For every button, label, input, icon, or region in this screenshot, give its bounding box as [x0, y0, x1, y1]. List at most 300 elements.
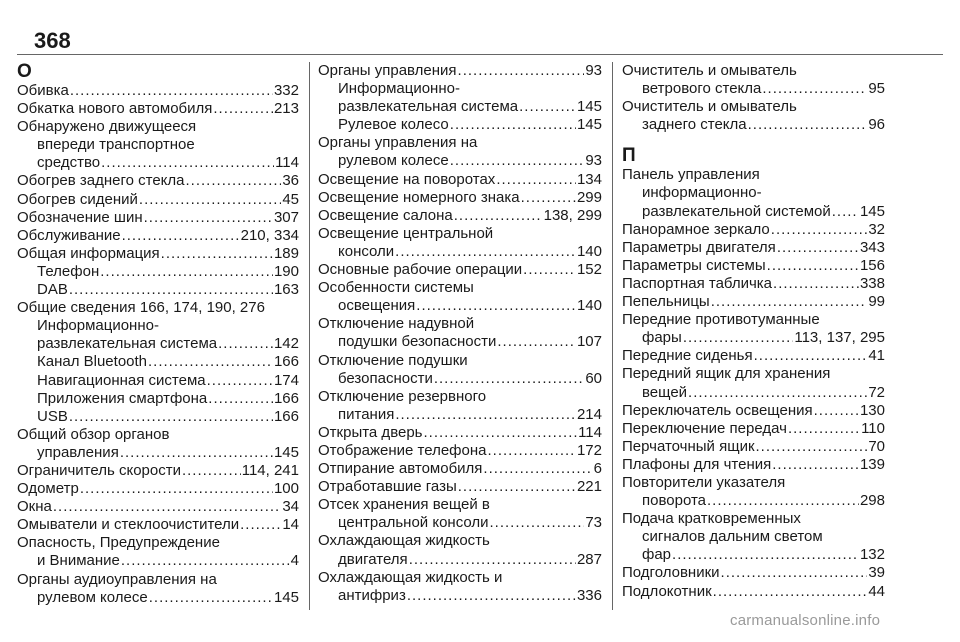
dot-leader [149, 589, 273, 607]
index-subentry [17, 335, 299, 353]
entry-term: USB [37, 407, 68, 425]
index-entry [622, 293, 885, 311]
entry-page-ref[interactable]: 114 [275, 154, 299, 172]
index-entry [622, 365, 885, 383]
entry-term: Освещение салона [318, 206, 453, 224]
index-subentry [318, 116, 602, 134]
index-subentry [17, 154, 299, 172]
index-entry [17, 245, 299, 263]
entry-term: информационно- [642, 184, 762, 202]
dot-leader [458, 62, 585, 80]
index-subentry [17, 390, 299, 408]
dot-leader [454, 207, 543, 225]
entry-page-ref[interactable]: 166 [273, 353, 299, 371]
index-entry [622, 438, 885, 456]
entry-term: Телефон [37, 262, 100, 280]
entry-term: Канал Bluetooth [37, 353, 148, 371]
entry-page-ref[interactable]: 145 [859, 202, 885, 220]
column-separator [612, 62, 613, 610]
entry-page-ref[interactable]: 332 [273, 82, 299, 99]
entry-page-ref[interactable]: 70 [868, 437, 885, 455]
entry-page-ref[interactable]: 140 [576, 297, 602, 315]
entry-page-ref[interactable]: 114, 241 [241, 461, 299, 479]
entry-page-ref[interactable]: 172 [576, 441, 602, 459]
entry-term: Очиститель и омыватель [622, 62, 797, 79]
section-gap [622, 134, 885, 146]
entry-term: консоли [338, 242, 395, 260]
entry-term: Охлаждающая жидкость и [318, 568, 503, 586]
entry-term: развлекательной системой [642, 202, 831, 220]
dot-leader [122, 227, 240, 245]
dot-leader [814, 402, 859, 420]
index-entry [17, 462, 299, 480]
dot-leader [771, 221, 868, 239]
entry-term: Органы управления на [318, 134, 478, 152]
index-column-1 [17, 62, 299, 618]
index-subentry [17, 281, 299, 299]
index-subentry [17, 317, 299, 335]
entry-page-ref[interactable]: 100 [273, 480, 299, 498]
entry-term: питания [338, 405, 395, 423]
dot-leader [395, 406, 576, 424]
entry-page-ref[interactable]: 138, 299 [543, 206, 602, 224]
entry-page-ref[interactable]: 114 [578, 423, 602, 441]
entry-page-ref[interactable]: 213 [273, 100, 299, 118]
index-entry [318, 460, 602, 478]
dot-leader [777, 239, 859, 257]
header-rule [17, 54, 943, 55]
dot-leader [240, 516, 281, 534]
index-subentry [318, 98, 602, 116]
entry-term: Обкатка нового автомобиля [17, 100, 213, 118]
entry-page-ref[interactable]: 34 [282, 498, 299, 516]
index-subentry [17, 353, 299, 371]
entry-page-ref[interactable]: 221 [576, 478, 602, 496]
dot-leader [101, 154, 274, 172]
dot-leader [144, 209, 273, 227]
entry-term: Подголовники [622, 564, 720, 582]
entry-page-ref[interactable]: 6 [593, 460, 602, 478]
index-subentry [622, 528, 885, 546]
index-entry [318, 569, 602, 587]
dot-leader [458, 478, 576, 496]
entry-term: Особенности системы [318, 279, 474, 297]
dot-leader [120, 444, 273, 462]
index-entry [622, 420, 885, 438]
entry-page-ref[interactable]: 336 [576, 586, 602, 604]
dot-leader [424, 424, 578, 442]
entry-page-ref[interactable]: 44 [868, 582, 885, 600]
entry-term: Плафоны для чтения [622, 455, 772, 473]
dot-leader [161, 245, 273, 263]
index-entry [318, 134, 602, 152]
entry-term: Рулевое колесо [338, 116, 449, 134]
entry-term: поворота [642, 492, 707, 510]
dot-leader [208, 390, 273, 408]
dot-leader [832, 203, 859, 221]
entry-term: рулевом колесе [37, 588, 148, 606]
index-entry [318, 388, 602, 406]
index-entry [622, 402, 885, 420]
index-subentry [17, 408, 299, 426]
entry-term: Отсек хранения вещей в [318, 496, 490, 514]
dot-leader [80, 480, 273, 498]
dot-leader [683, 329, 794, 347]
entry-term: Одометр [17, 480, 79, 498]
entry-term: рулевом колесе [338, 152, 449, 170]
dot-leader [707, 492, 859, 510]
entry-term: Органы аудиоуправления на [17, 570, 217, 588]
dot-leader [721, 564, 868, 582]
dot-leader [148, 353, 273, 371]
index-entry [17, 571, 299, 589]
entry-page-ref[interactable]: 36 [282, 172, 299, 190]
index-subentry [318, 80, 602, 98]
dot-leader [772, 456, 859, 474]
index-entry [622, 62, 885, 80]
entry-term: Отпирание автомобиля [318, 460, 483, 478]
entry-term: Обозначение шин [17, 208, 143, 226]
dot-leader [773, 275, 859, 293]
entry-term: управления [37, 443, 119, 461]
entry-term: Освещение на поворотах [318, 170, 496, 188]
index-entry [622, 239, 885, 257]
index-entry [318, 207, 602, 225]
entry-page-ref[interactable]: 156 [859, 256, 885, 274]
entry-page-ref[interactable]: 14 [282, 516, 299, 534]
entry-term: развлекательная система [338, 98, 519, 116]
entry-page-ref[interactable]: 93 [585, 62, 602, 79]
entry-page-ref[interactable]: 93 [585, 152, 602, 170]
entry-page-ref[interactable]: 145 [273, 443, 299, 461]
entry-page-ref[interactable]: 343 [859, 238, 885, 256]
entry-page-ref[interactable]: 132 [859, 546, 885, 564]
index-subentry [17, 263, 299, 281]
entry-term: Очиститель и омыватель [622, 98, 797, 116]
index-subentry [318, 297, 602, 315]
index-entry [622, 221, 885, 239]
index-subentry [318, 406, 602, 424]
dot-leader [207, 372, 273, 390]
entry-term: фары [642, 329, 682, 347]
index-entry [318, 171, 602, 189]
dot-leader [69, 408, 273, 426]
entry-page-ref[interactable]: 39 [868, 564, 885, 582]
index-entry [622, 474, 885, 492]
entry-term: Отображение телефона [318, 441, 487, 459]
entry-page-ref[interactable]: 338 [859, 274, 885, 292]
entry-term: Обивка [17, 82, 69, 99]
entry-page-ref[interactable]: 142 [273, 335, 299, 353]
entry-page-ref[interactable]: 307 [273, 208, 299, 226]
dot-leader [756, 438, 868, 456]
index-entry [17, 516, 299, 534]
entry-term: Освещение номерного знака [318, 188, 520, 206]
entry-term: Органы управления [318, 62, 457, 79]
dot-leader [434, 370, 584, 388]
entry-page-ref[interactable]: 134 [576, 170, 602, 188]
entry-term: Окна [17, 498, 52, 516]
index-entry [622, 564, 885, 582]
entry-term: Обогрев заднего стекла [17, 172, 185, 190]
index-entry [318, 189, 602, 207]
entry-page-ref[interactable]: 96 [868, 116, 885, 134]
entry-term: Общие сведения 166, 174, 190, 276 [17, 299, 265, 317]
entry-term: впереди транспортное [37, 136, 195, 154]
dot-leader [711, 293, 868, 311]
entry-page-ref[interactable]: 60 [585, 369, 602, 387]
entry-term: безопасности [338, 369, 433, 387]
index-entry [17, 172, 299, 190]
index-subentry [318, 333, 602, 351]
entry-term: Открыта дверь [318, 423, 423, 441]
dot-leader [409, 551, 576, 569]
index-entry [17, 498, 299, 516]
entry-term: Параметры системы [622, 256, 766, 274]
dot-leader [218, 335, 273, 353]
entry-term: и Внимание [37, 552, 120, 570]
entry-term: Повторители указателя [622, 473, 786, 491]
index-entry [17, 100, 299, 118]
entry-term: Охлаждающая жидкость [318, 532, 490, 550]
entry-page-ref[interactable]: 298 [859, 492, 885, 510]
entry-term: Информационно- [338, 80, 460, 98]
entry-term: Информационно- [37, 317, 159, 335]
entry-page-ref[interactable]: 287 [576, 550, 602, 568]
index-entry [318, 352, 602, 370]
entry-term: освещения [338, 297, 416, 315]
index-entry [622, 275, 885, 293]
entry-term: сигналов дальним светом [642, 528, 823, 546]
dot-leader [213, 100, 273, 118]
entry-page-ref[interactable]: 99 [868, 293, 885, 311]
index-subentry [622, 116, 885, 134]
entry-term: двигателя [338, 550, 408, 568]
entry-term: Панорамное зеркало [622, 220, 770, 238]
entry-page-ref[interactable]: 139 [859, 455, 885, 473]
dot-leader [497, 333, 576, 351]
page-number: 368 [34, 28, 71, 53]
entry-page-ref[interactable]: 163 [273, 281, 299, 299]
index-section-letter: П [622, 145, 636, 167]
index-entry [318, 532, 602, 550]
dot-leader [688, 384, 867, 402]
entry-term: подушки безопасности [338, 333, 497, 351]
index-subentry [17, 589, 299, 607]
index-entry [17, 534, 299, 552]
index-entry [17, 209, 299, 227]
index-section-letter: О [17, 61, 32, 82]
entry-term: Подлокотник [622, 582, 712, 600]
entry-page-ref[interactable]: 72 [868, 383, 885, 401]
dot-leader [754, 347, 868, 365]
dot-leader [748, 116, 868, 134]
entry-term: ветрового стекла [642, 80, 762, 98]
entry-term: Подача кратковременных [622, 510, 801, 528]
index-entry [318, 424, 602, 442]
entry-page-ref[interactable]: 130 [859, 401, 885, 419]
dot-leader [53, 498, 281, 516]
entry-term: Отключение подушки [318, 351, 468, 369]
index-entry [622, 311, 885, 329]
dot-leader [483, 460, 592, 478]
index-subentry [622, 384, 885, 402]
index-entry [622, 583, 885, 601]
index-subentry [318, 514, 602, 532]
entry-term: Обогрев сидений [17, 190, 138, 208]
entry-term: Паспортная табличка [622, 274, 773, 292]
entry-term: Приложения смартфона [37, 389, 208, 407]
index-entry [318, 478, 602, 496]
index-entry [318, 315, 602, 333]
index-entry [318, 279, 602, 297]
index-entry [318, 225, 602, 243]
entry-term: Навигационная система [37, 371, 206, 389]
index-entry [17, 118, 299, 136]
entry-term: Панель управления [622, 166, 760, 184]
dot-leader [496, 171, 576, 189]
entry-page-ref[interactable]: 4 [290, 552, 299, 570]
entry-page-ref[interactable]: 145 [576, 116, 602, 134]
entry-term: Общая информация [17, 244, 160, 262]
entry-page-ref[interactable]: 166 [273, 389, 299, 407]
entry-page-ref[interactable]: 210, 334 [240, 226, 299, 244]
entry-page-ref[interactable]: 174 [273, 371, 299, 389]
index-subentry [622, 203, 885, 221]
index-entry [318, 496, 602, 514]
dot-leader [186, 172, 282, 190]
entry-term: антифриз [338, 586, 406, 604]
entry-term: Обнаружено движущееся [17, 118, 197, 136]
entry-term: Общий обзор органов [17, 425, 170, 443]
entry-page-ref[interactable]: 145 [576, 98, 602, 116]
entry-term: Пепельницы [622, 293, 710, 311]
entry-term: Отключение надувной [318, 315, 475, 333]
entry-term: Передний ящик для хранения [622, 365, 831, 383]
index-entry [318, 261, 602, 279]
entry-page-ref[interactable]: 189 [273, 244, 299, 262]
entry-term: DAB [37, 281, 68, 299]
index-entry [622, 166, 885, 184]
index-subentry [622, 546, 885, 564]
index-entry [318, 62, 602, 80]
entry-page-ref[interactable]: 166 [273, 407, 299, 425]
entry-term: Ограничитель скорости [17, 461, 181, 479]
dot-leader [182, 462, 241, 480]
entry-page-ref[interactable]: 152 [576, 261, 602, 279]
dot-leader [395, 243, 576, 261]
entry-term: заднего стекла [642, 116, 747, 134]
dot-leader [788, 420, 860, 438]
index-subentry [318, 152, 602, 170]
entry-page-ref[interactable]: 299 [576, 188, 602, 206]
entry-page-ref[interactable]: 32 [868, 220, 885, 238]
entry-term: Передние сиденья [622, 347, 753, 365]
entry-term: Основные рабочие операции [318, 261, 523, 279]
dot-leader [70, 82, 273, 100]
index-entry [622, 510, 885, 528]
index-entry [622, 456, 885, 474]
entry-term: Передние противотуманные [622, 311, 820, 329]
entry-term: Омыватели и стеклоочистители [17, 516, 240, 534]
dot-leader [100, 263, 273, 281]
dot-leader [450, 152, 585, 170]
entry-page-ref[interactable]: 214 [576, 405, 602, 423]
dot-leader [490, 514, 585, 532]
dot-leader [521, 189, 576, 207]
index-entry [17, 426, 299, 444]
entry-page-ref[interactable]: 190 [273, 262, 299, 280]
index-subentry [318, 243, 602, 261]
dot-leader [416, 297, 576, 315]
dot-leader [523, 261, 576, 279]
entry-term: Отключение резервного [318, 387, 487, 405]
entry-term: Переключение передач [622, 419, 787, 437]
entry-page-ref[interactable]: 73 [585, 514, 602, 532]
dot-leader [450, 116, 576, 134]
entry-page-ref[interactable]: 95 [868, 80, 885, 98]
entry-term: Переключатель освещения [622, 401, 813, 419]
entry-term: Опасность, Предупреждение [17, 534, 220, 552]
dot-leader [762, 80, 867, 98]
entry-term: Параметры двигателя [622, 238, 776, 256]
index-subentry [622, 80, 885, 98]
entry-page-ref[interactable]: 110 [861, 419, 885, 437]
index-column-3 [622, 62, 885, 618]
index-subentry [17, 444, 299, 462]
index-entry [622, 257, 885, 275]
entry-term: Отработавшие газы [318, 478, 457, 496]
entry-term: Перчаточный ящик [622, 437, 755, 455]
index-column-2 [318, 62, 602, 618]
index-subentry [17, 136, 299, 154]
index-subentry [318, 587, 602, 605]
dot-leader [121, 552, 290, 570]
index-subentry [622, 184, 885, 202]
entry-page-ref[interactable]: 107 [576, 333, 602, 351]
entry-term: развлекательная система [37, 335, 218, 353]
entry-page-ref[interactable]: 113, 137, 295 [794, 329, 885, 347]
index-entry [17, 191, 299, 209]
column-separator [309, 62, 310, 610]
entry-term: средство [37, 154, 101, 172]
dot-leader [139, 191, 281, 209]
entry-page-ref[interactable]: 145 [273, 588, 299, 606]
index-entry [318, 442, 602, 460]
entry-page-ref[interactable]: 140 [576, 242, 602, 260]
index-entry [17, 480, 299, 498]
dot-leader [488, 442, 576, 460]
index-entry [17, 299, 299, 317]
entry-term: центральной консоли [338, 514, 489, 532]
entry-term: вещей [642, 383, 688, 401]
index-subentry [17, 552, 299, 570]
index-entry [622, 98, 885, 116]
index-entry [622, 347, 885, 365]
dot-leader [407, 587, 576, 605]
entry-page-ref[interactable]: 45 [282, 190, 299, 208]
dot-leader [69, 281, 273, 299]
entry-page-ref[interactable]: 41 [868, 347, 885, 365]
dot-leader [519, 98, 576, 116]
dot-leader [672, 546, 859, 564]
dot-leader [713, 583, 868, 601]
watermark: carmanualsonline.info [730, 612, 881, 629]
index-entry [17, 82, 299, 100]
index-subentry [622, 329, 885, 347]
entry-term: Обслуживание [17, 226, 121, 244]
entry-term: Освещение центральной [318, 224, 494, 242]
